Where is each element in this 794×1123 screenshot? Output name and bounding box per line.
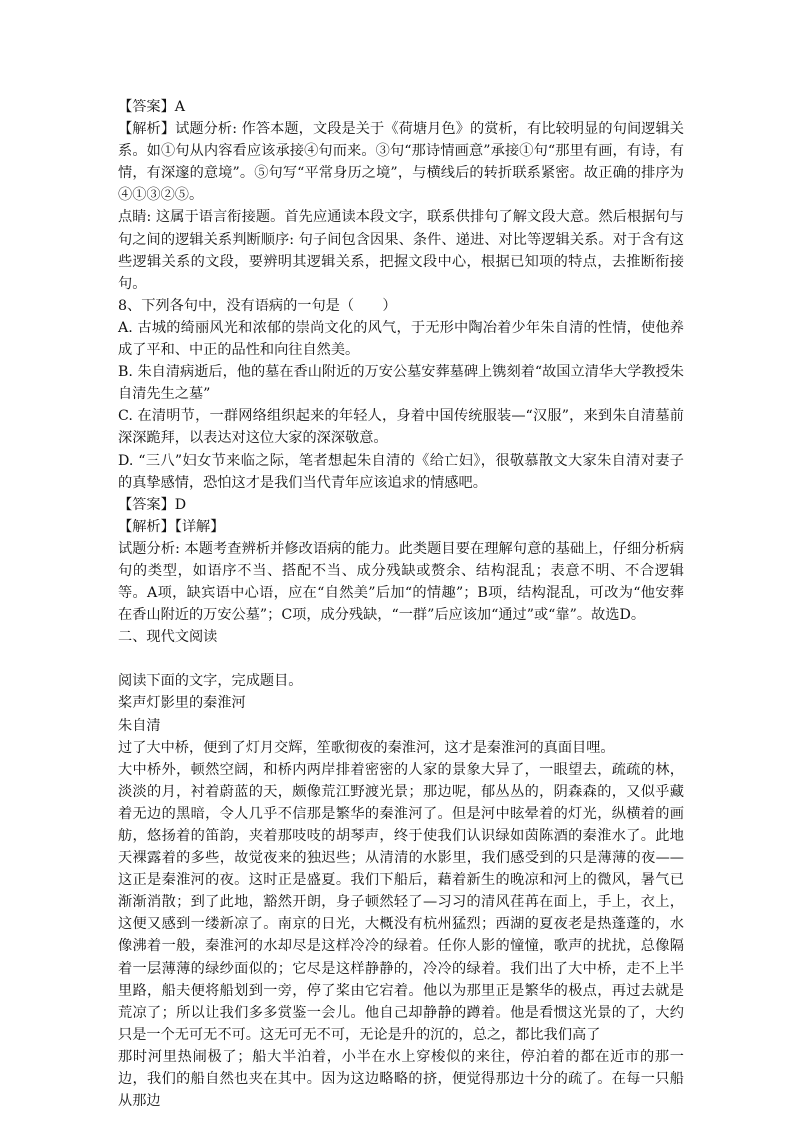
blank-line xyxy=(118,648,684,670)
option-text: C. 在清明节，一群网络组织起来的年轻人，身着中国传统服装—“汉服”，来到朱自清墓前深深跪拜，以表达对这位大家的深深敬意。 xyxy=(118,408,684,447)
paragraph-text: 那时河里热闹极了；船大半泊着，小半在水上穿梭似的来往，停泊着的都在近市的那一边，我们的船自然也夹在其中。因为这边略略的挤，便觉得那边十分的疏了。在每一只船从那边 xyxy=(118,1048,684,1110)
document-page xyxy=(118,96,684,1112)
answer-text: 【答案】A xyxy=(118,99,185,115)
option-text: B. 朱自清病逝后，他的墓在香山附近的万安公墓安葬墓碑上镌刻着“故国立清华大学教授朱自清先生之墓” xyxy=(118,364,684,403)
answer-text: 【答案】D xyxy=(118,496,187,513)
paragraph-text: 【解析】试题分析: 作答本题，文段是关于《荷塘月色》的赏析，有比较明显的句间逻辑关系。如①句从内容看应该承接④句而来。③句“那诗情画意”承接①句“那里有画，有诗，有情，有深邃的意境”。⑤句写“平常身历之境”，与横线后的转折联系紧密。故正确的排序为④①③②⑤。 xyxy=(118,121,684,204)
answer-text: 【解析】【详解】 xyxy=(118,518,225,535)
paragraph-text: 点睛: 这属于语言衔接题。首先应通读本段文字，联系供排句了解文段大意。然后根据句与句之间的逻辑关系判断顺序: 句子间包含因果、条件、递进、对比等逻辑关系。对于含有这些逻辑关系的文段，要辨明其逻辑关系，把握文段中心，根据已知项的特点，去推断衔接句。 xyxy=(118,209,684,292)
paragraph-text: 大中桥外，顿然空阔，和桥内两岸排着密密的人家的景象大异了，一眼望去，疏疏的林，淡淡的月，衬着蔚蓝的天，颇像荒江野渡光景；那边呢，郁丛丛的，阴森森的，又似乎藏着无边的黑暗，令人几乎不信那是繁华的秦淮河了。但是河中眩晕着的灯光，纵横着的画舫，悠扬着的笛韵，夹着那吱吱的胡琴声，终于使我们认识绿如茵陈酒的秦淮水了。此地天裸露着的多些，故觉夜来的独迟些；从清清的水影里，我们感受到的只是薄薄的夜——这正是秦淮河的夜。这时正是盛夏。我们下船后，藉着新生的晚凉和河上的微风，暑气已渐渐消散；到了此地，豁然开朗，身子顿然轻了—习习的清风荏苒在面上，手上，衣上，这便又感到一缕新凉了。南京的日光，大概没有杭州猛烈；西湖的夏夜老是热蓬蓬的，水像沸着一般，秦淮河的水却尽是这样冷冷的绿着。任你人影的憧憧，歌声的扰扰，总像隔着一层薄薄的绿纱面似的；它尽是这样静静的，冷冷的绿着。我们出了大中桥，走不上半里路，船夫便将船划到一旁，停了桨由它宕着。他以为那里正是繁华的极点，再过去就是荒凉了；所以让我们多多赏鉴一会儿。他自己却静静的蹲着。他是看惯这光景的了，大约只是一个无可无不可。这无可无不可，无论是升的沉的，总之，都比我们高了 xyxy=(118,761,684,1043)
title-text: 桨声灯影里的秦淮河 xyxy=(118,695,246,712)
paragraph-text: 阅读下面的文字，完成题目。 xyxy=(118,673,303,690)
question-text: 8、下列各句中，没有语病的一句是（ ） xyxy=(118,297,397,314)
option-text: A. 古城的绮丽风光和浓郁的崇尚文化的风气，于无形中陶冶着少年朱自清的性情，使他养成了平和、中正的品性和向往自然美。 xyxy=(118,319,684,359)
heading-text: 二、现代文阅读 xyxy=(118,629,218,646)
option-text: D. “三八”妇女节来临之际，笔者想起朱自清的《给亡妇》，很敬慕散文大家朱自清对妻子的真挚感情，恐怕这才是我们当代青年应该追求的情感吧。 xyxy=(118,452,684,491)
paragraph-text: 过了大中桥，便到了灯月交辉，笙歌彻夜的秦淮河，这才是秦淮河的真面目哩。 xyxy=(118,739,615,756)
paragraph-text: 试题分析: 本题考查辨析并修改语病的能力。此类题目要在理解句意的基础上，仔细分析病句的类型，如语序不当、搭配不当、成分残缺或赘余、结构混乱；表意不明、不合逻辑等。A项，缺宾语中心语，应在“自然美”后加“的情趣”；B项，结构混乱，可改为“他安葬在香山附近的万安公墓”；C项，成分残缺，“一群”后应该加“通过”或“靠”。故选D。 xyxy=(118,540,684,624)
author-text: 朱自清 xyxy=(118,717,161,734)
